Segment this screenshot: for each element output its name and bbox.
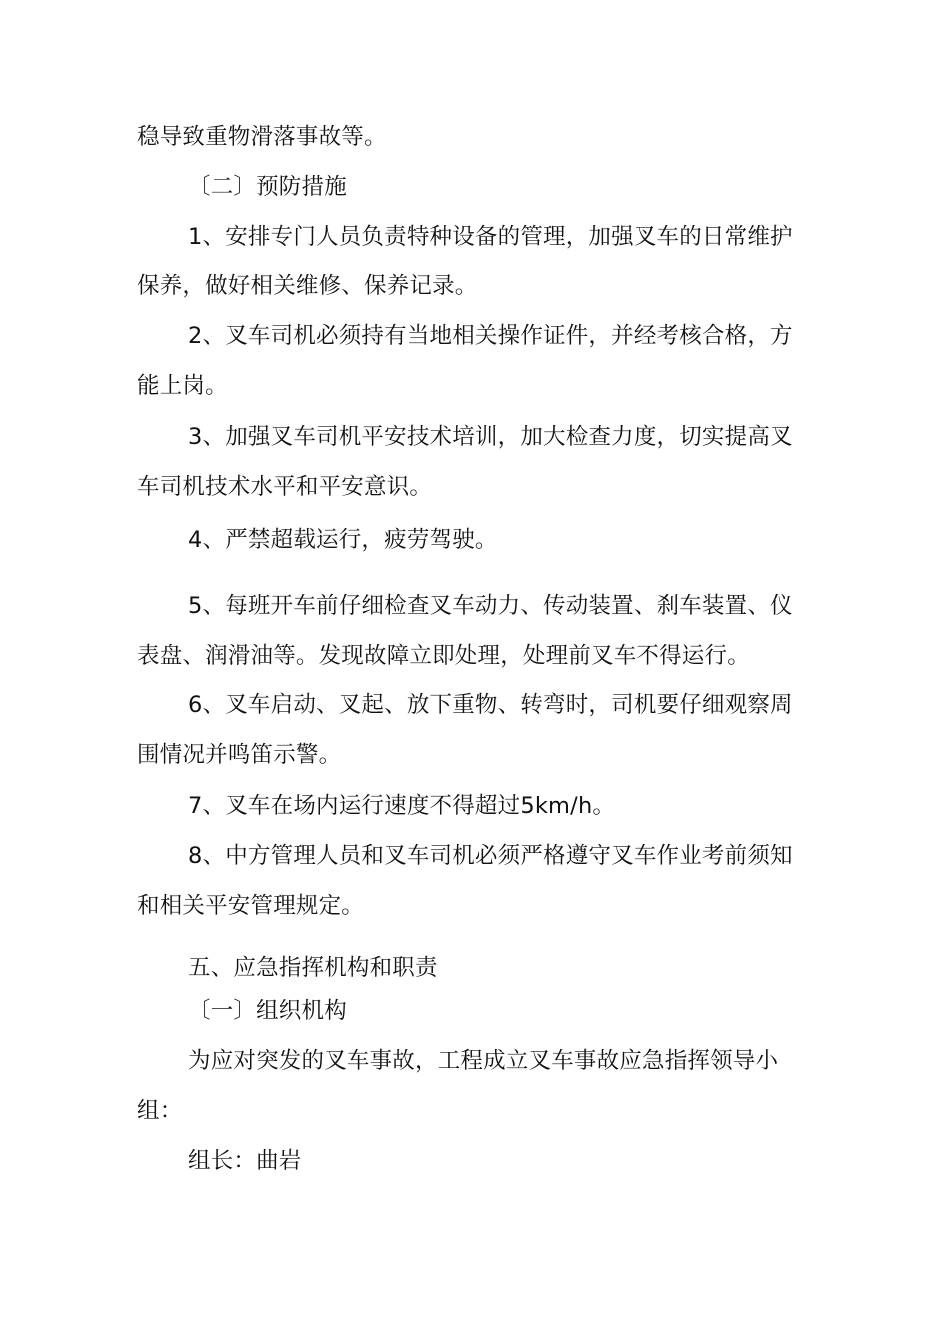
- organization-text-line-1: 为应对突发的叉车事故，工程成立叉车事故应急指挥领导小: [188, 1048, 779, 1074]
- group-leader: 组长：曲岩: [188, 1148, 302, 1174]
- item-5-line-2: 表盘、润滑油等。发现故障立即处理，处理前叉车不得运行。: [137, 643, 750, 669]
- item-1-line-2: 保养，做好相关维修、保养记录。: [137, 273, 478, 299]
- item-3-line-2: 车司机技术水平和平安意识。: [137, 474, 433, 500]
- section-heading-prevention: 〔二〕预防措施: [188, 174, 347, 200]
- section-heading-emergency-command: 五、应急指挥机构和职责: [188, 955, 438, 981]
- item-5-line-1: 5、每班开车前仔细检查叉车动力、传动装置、刹车装置、仪: [188, 593, 793, 619]
- organization-text-line-2: 组：: [137, 1098, 183, 1124]
- item-4: 4、严禁超载运行，疲劳驾驶。: [188, 527, 498, 553]
- item-2-line-2: 能上岗。: [137, 373, 228, 399]
- item-1-line-1: 1、安排专门人员负责特种设备的管理，加强叉车的日常维护: [188, 224, 793, 250]
- subsection-heading-organization: 〔一〕组织机构: [188, 998, 347, 1024]
- item-2-line-1: 2、叉车司机必须持有当地相关操作证件，并经考核合格，方: [188, 323, 793, 349]
- item-7: 7、叉车在场内运行速度不得超过5km/h。: [188, 793, 616, 819]
- item-6-line-1: 6、叉车启动、叉起、放下重物、转弯时，司机要仔细观察周: [188, 692, 793, 718]
- text-line-continuation: 稳导致重物滑落事故等。: [137, 124, 387, 150]
- item-8-line-2: 和相关平安管理规定。: [137, 893, 365, 919]
- item-8-line-1: 8、中方管理人员和叉车司机必须严格遵守叉车作业考前须知: [188, 843, 793, 869]
- item-3-line-1: 3、加强叉车司机平安技术培训，加大检查力度，切实提高叉: [188, 424, 793, 450]
- item-6-line-2: 围情况并鸣笛示警。: [137, 742, 342, 768]
